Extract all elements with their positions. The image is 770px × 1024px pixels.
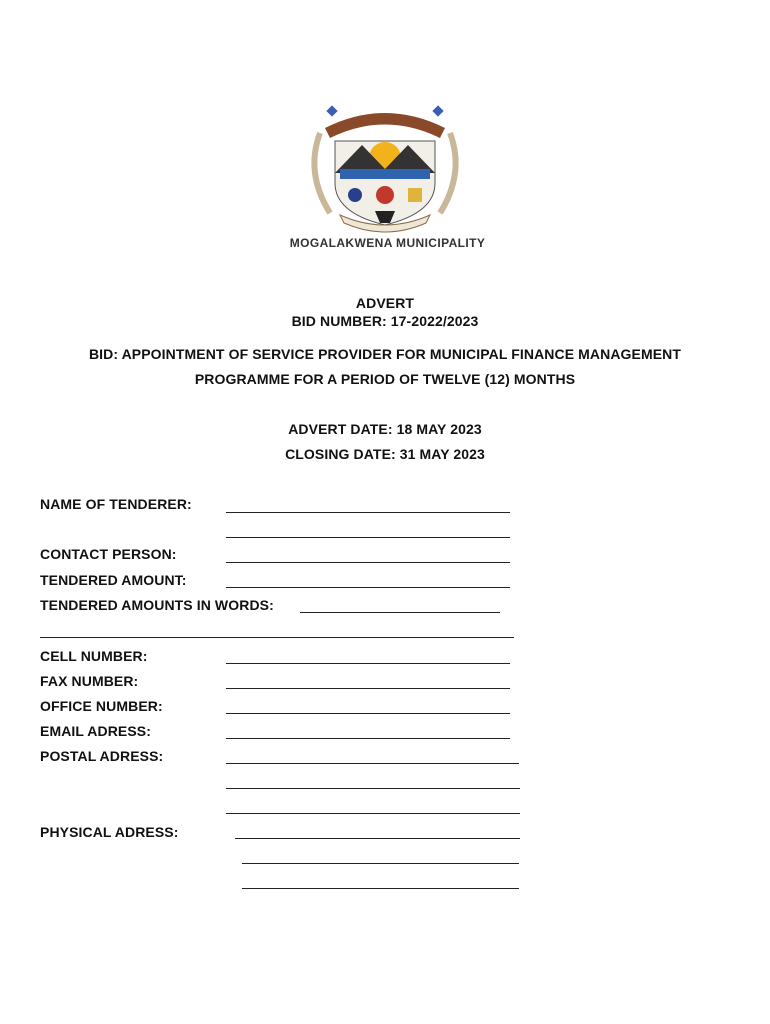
fax-number-line[interactable] <box>226 688 510 689</box>
postal-address-line-1[interactable] <box>226 763 519 764</box>
tendered-amounts-words-label: TENDERED AMOUNTS IN WORDS: <box>40 597 274 613</box>
crest-icon <box>300 103 470 233</box>
tendered-amount-label: TENDERED AMOUNT: <box>40 572 187 588</box>
name-of-tenderer-line-2[interactable] <box>226 537 510 538</box>
closing-date: CLOSING DATE: 31 MAY 2023 <box>285 446 485 462</box>
cell-number-label: CELL NUMBER: <box>40 648 148 664</box>
office-number-line[interactable] <box>226 713 510 714</box>
cell-number-line[interactable] <box>226 663 510 664</box>
tendered-amounts-words-line-1[interactable] <box>300 612 500 613</box>
bid-title-line1: BID: APPOINTMENT OF SERVICE PROVIDER FOR MUNICIPAL FINANCE MANAGEMENT <box>88 346 682 362</box>
physical-address-line-3[interactable] <box>242 888 519 889</box>
postal-address-line-2[interactable] <box>226 788 520 789</box>
advert-heading: ADVERT <box>355 295 415 311</box>
contact-person-label: CONTACT PERSON: <box>40 546 177 562</box>
office-number-label: OFFICE NUMBER: <box>40 698 163 714</box>
advert-date: ADVERT DATE: 18 MAY 2023 <box>288 421 482 437</box>
municipality-name: MOGALAKWENA MUNICIPALITY <box>289 236 486 250</box>
physical-address-line-2[interactable] <box>242 863 519 864</box>
physical-address-line-1[interactable] <box>235 838 520 839</box>
bid-number: BID NUMBER: 17-2022/2023 <box>291 313 479 329</box>
postal-address-line-3[interactable] <box>226 813 520 814</box>
email-address-line[interactable] <box>226 738 510 739</box>
tendered-amount-line[interactable] <box>226 587 510 588</box>
email-address-label: EMAIL ADRESS: <box>40 723 151 739</box>
physical-address-label: PHYSICAL ADRESS: <box>40 824 179 840</box>
name-of-tenderer-label: NAME OF TENDERER: <box>40 496 192 512</box>
bid-title-line2: PROGRAMME FOR A PERIOD OF TWELVE (12) MONTHS <box>194 371 576 387</box>
name-of-tenderer-line-1[interactable] <box>226 512 510 513</box>
municipal-crest-logo <box>300 103 470 233</box>
postal-address-label: POSTAL ADRESS: <box>40 748 164 764</box>
tendered-amounts-words-line-2[interactable] <box>40 637 514 638</box>
contact-person-line[interactable] <box>226 562 510 563</box>
fax-number-label: FAX NUMBER: <box>40 673 139 689</box>
